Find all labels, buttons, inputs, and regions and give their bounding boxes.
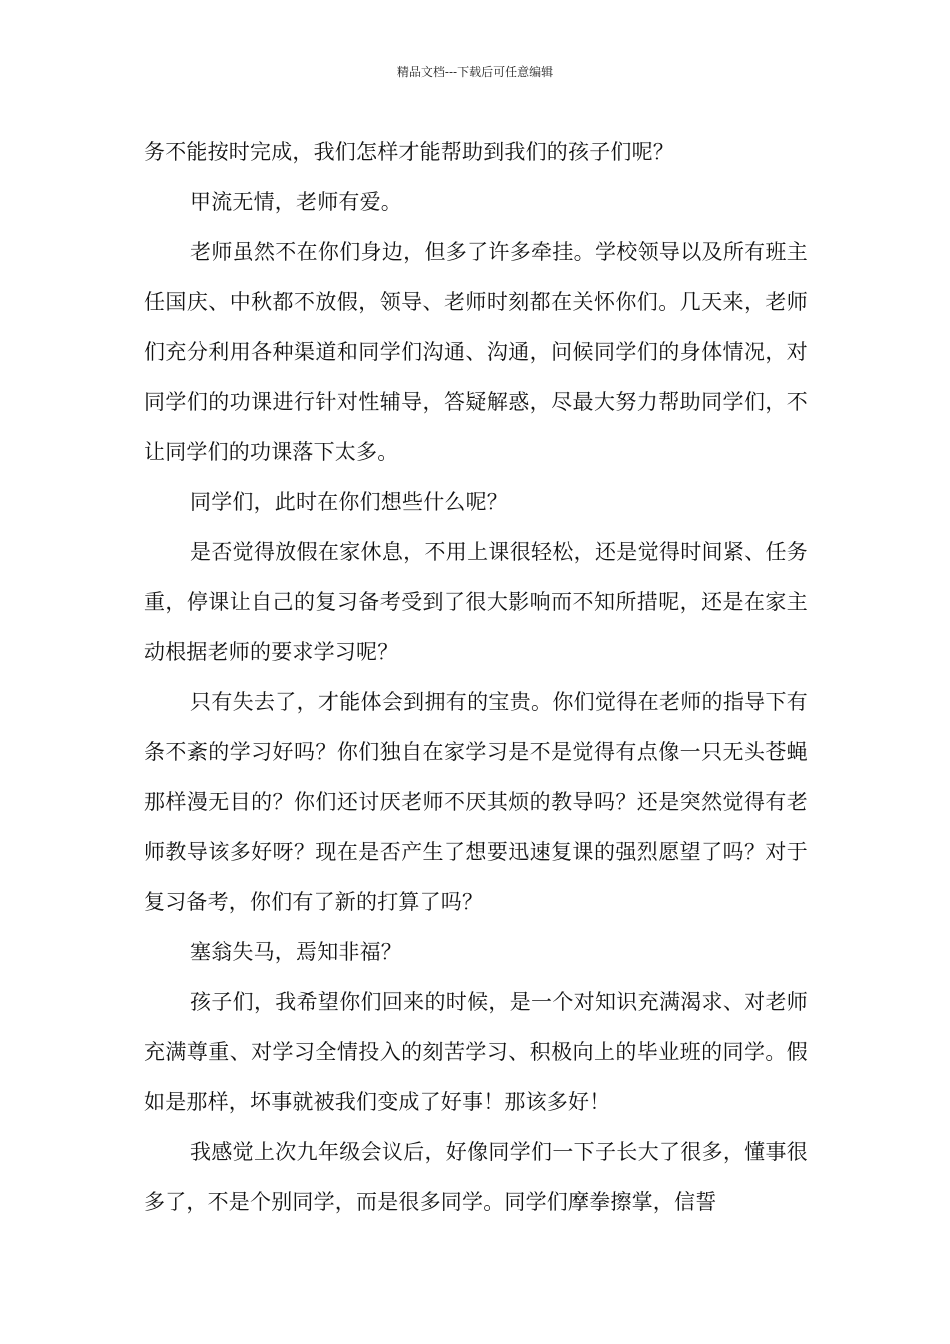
paragraph: 是否觉得放假在家休息，不用上课很轻松，还是觉得时间紧、任务重，停课让自己的复习备考受到了很大影响而不知所措呢，还是在家主动根据老师的要求学习呢？ [144, 540, 808, 664]
paragraph: 老师虽然不在你们身边，但多了许多牵挂。学校领导以及所有班主任国庆、中秋都不放假，领导、老师时刻都在关怀你们。几天来，老师们充分利用各种渠道和同学们沟通、沟通，问候同学们的身体情况，对同学们的功课进行针对性辅导，答疑解惑，尽最大努力帮助同学们，不让同学们的功课落下太多。 [144, 240, 808, 464]
paragraph: 同学们，此时在你们想些什么呢？ [190, 490, 508, 514]
paragraph: 我感觉上次九年级会议后，好像同学们一下子长大了很多，懂事很多了，不是个别同学，而是很多同学。同学们摩拳擦掌，信誓 [144, 1140, 808, 1214]
paragraph: 孩子们，我希望你们回来的时候，是一个对知识充满渴求、对老师充满尊重、对学习全情投入的刻苦学习、积极向上的毕业班的同学。假如是那样，坏事就被我们变成了好事！那该多好！ [144, 990, 808, 1114]
document-body [144, 127, 808, 1227]
paragraph: 塞翁失马，焉知非福？ [190, 940, 402, 964]
paragraph: 甲流无情，老师有爱。 [190, 190, 402, 214]
paragraph-continuation: 务不能按时完成，我们怎样才能帮助到我们的孩子们呢？ [144, 140, 674, 164]
paragraph: 只有失去了，才能体会到拥有的宝贵。你们觉得在老师的指导下有条不紊的学习好吗？你们独自在家学习是不是觉得有点像一只无头苍蝇那样漫无目的？你们还讨厌老师不厌其烦的教导吗？还是突然觉得有老师教导该多好呀？现在是否产生了想要迅速复课的强烈愿望了吗？对于复习备考，你们有了新的打算了吗？ [144, 690, 808, 914]
page-header: 精品文档---下载后可任意编辑 [396, 65, 554, 79]
